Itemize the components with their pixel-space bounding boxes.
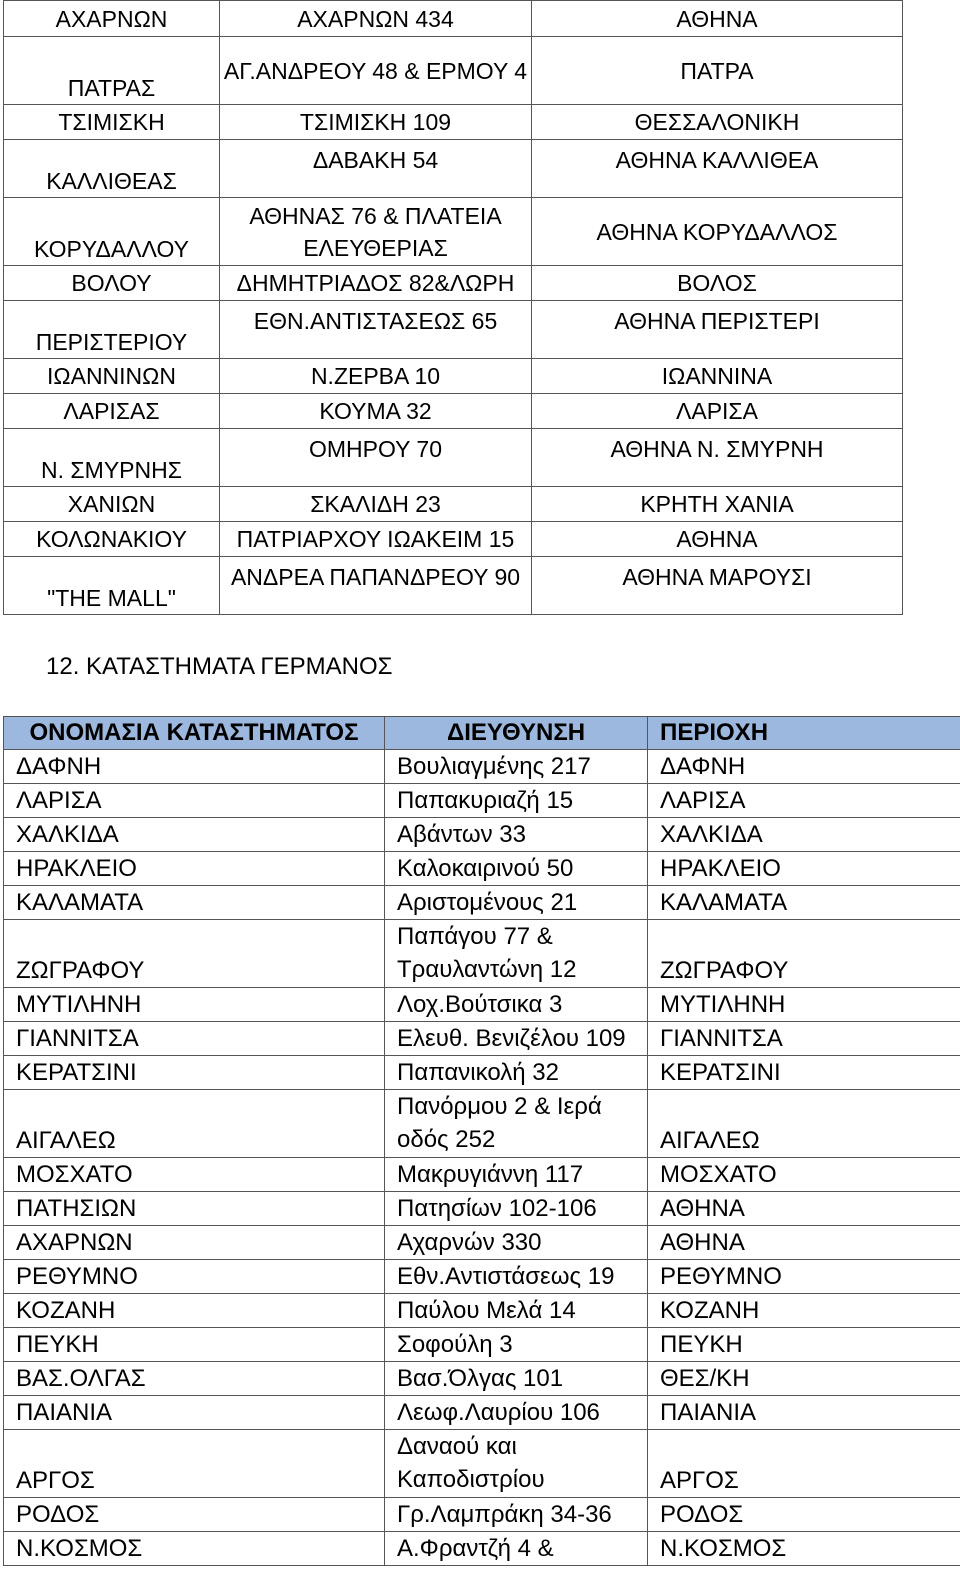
store-name-cell: ΛΑΡΙΣΑ — [4, 784, 385, 818]
store-area-cell: ΜΥΤΙΛΗΝΗ — [648, 988, 960, 1022]
store-address-cell: ΑΝΔΡΕΑ ΠΑΠΑΝΔΡΕΟΥ 90 — [220, 557, 532, 615]
store-area-cell: ΑΘΗΝΑ ΠΕΡΙΣΤΕΡΙ — [532, 301, 903, 359]
store-area-cell: ΠΑΙΑΝΙΑ — [648, 1396, 960, 1430]
store-address-cell: ΤΣΙΜΙΣΚΗ 109 — [220, 105, 532, 140]
store-name-cell: ΠΕΡΙΣΤΕΡΙΟΥ — [4, 301, 220, 359]
store-name-cell: ΛΑΡΙΣΑΣ — [4, 394, 220, 429]
store-address-cell: ΠΑΤΡΙΑΡΧΟΥ ΙΩΑΚΕΙΜ 15 — [220, 522, 532, 557]
store-address-cell: ΕΘΝ.ΑΝΤΙΣΤΑΣΕΩΣ 65 — [220, 301, 532, 359]
store-name-cell: ΡΕΘΥΜΝΟ — [4, 1260, 385, 1294]
store-address-cell: Βασ.Όλγας 101 — [385, 1362, 648, 1396]
table-row — [4, 1362, 960, 1396]
store-name-cell: ΡΟΔΟΣ — [4, 1498, 385, 1532]
table-row — [4, 1498, 960, 1532]
table-row — [4, 1532, 960, 1566]
store-area-cell: ΧΑΛΚΙΔΑ — [648, 818, 960, 852]
store-area-cell: ΚΑΛΑΜΑΤΑ — [648, 886, 960, 920]
store-name-cell: ΚΑΛΑΜΑΤΑ — [4, 886, 385, 920]
store-name-cell: ΚΟΖΑΝΗ — [4, 1294, 385, 1328]
store-name-cell: ΜΟΣΧΑΤΟ — [4, 1158, 385, 1192]
store-area-cell: ΑΘΗΝΑ Ν. ΣΜΥΡΝΗ — [532, 429, 903, 487]
store-area-cell: ΑΘΗΝΑ — [648, 1226, 960, 1260]
germanos-stores-table — [3, 716, 960, 1566]
store-name-cell: Ν.ΚΟΣΜΟΣ — [4, 1532, 385, 1566]
store-name-cell: ΔΑΦΝΗ — [4, 750, 385, 784]
store-address-cell: Ν.ΖΕΡΒΑ 10 — [220, 359, 532, 394]
store-area-cell: ΛΑΡΙΣΑ — [532, 394, 903, 429]
store-address-cell: Εθν.Αντιστάσεως 19 — [385, 1260, 648, 1294]
store-address-cell: Μακρυγιάννη 117 — [385, 1158, 648, 1192]
store-name-cell: ΖΩΓΡΑΦΟΥ — [4, 920, 385, 988]
table-row — [4, 37, 903, 105]
store-area-cell: ΚΟΖΑΝΗ — [648, 1294, 960, 1328]
table-row — [4, 1022, 960, 1056]
store-area-cell: ΒΟΛΟΣ — [532, 266, 903, 301]
store-address-cell: Παπακυριαζή 15 — [385, 784, 648, 818]
store-address-cell: Γρ.Λαμπράκη 34-36 — [385, 1498, 648, 1532]
store-address-cell: ΑΧΑΡΝΩΝ 434 — [220, 1, 532, 37]
table-row — [4, 1396, 960, 1430]
store-area-cell: ΜΟΣΧΑΤΟ — [648, 1158, 960, 1192]
store-area-cell: ΘΕΣ/ΚΗ — [648, 1362, 960, 1396]
table-row — [4, 1430, 960, 1498]
store-name-cell: ΒΑΣ.ΟΛΓΑΣ — [4, 1362, 385, 1396]
store-area-cell: ΛΑΡΙΣΑ — [648, 784, 960, 818]
table-row — [4, 487, 903, 522]
store-area-cell: ΚΕΡΑΤΣΙΝΙ — [648, 1056, 960, 1090]
store-address-cell: Σοφούλη 3 — [385, 1328, 648, 1362]
store-name-cell: ΤΣΙΜΙΣΚΗ — [4, 105, 220, 140]
store-name-cell: ΚΟΛΩΝΑΚΙΟΥ — [4, 522, 220, 557]
store-name-cell: "THE MALL" — [4, 557, 220, 615]
store-name-cell: ΙΩΑΝΝΙΝΩΝ — [4, 359, 220, 394]
table-row — [4, 1226, 960, 1260]
stores-table — [3, 0, 903, 615]
store-address-cell: ΟΜΗΡΟΥ 70 — [220, 429, 532, 487]
table-row — [4, 394, 903, 429]
table-row — [4, 266, 903, 301]
store-area-cell: ΑΘΗΝΑ ΜΑΡΟΥΣΙ — [532, 557, 903, 615]
store-address-cell: Παπανικολή 32 — [385, 1056, 648, 1090]
store-address-cell: Αριστομένους 21 — [385, 886, 648, 920]
table-row — [4, 750, 960, 784]
store-address-cell: ΑΘΗΝΑΣ 76 & ΠΛΑΤΕΙΑ ΕΛΕΥΘΕΡΙΑΣ — [220, 198, 532, 266]
store-area-cell: ΠΕΥΚΗ — [648, 1328, 960, 1362]
column-header-address: ΔΙΕΥΘΥΝΣΗ — [385, 717, 648, 750]
store-area-cell: ΓΙΑΝΝΙΤΣΑ — [648, 1022, 960, 1056]
table-row — [4, 1056, 960, 1090]
store-address-cell: Δαναού και Καποδιστρίου — [385, 1430, 648, 1498]
store-name-cell: ΚΑΛΛΙΘΕΑΣ — [4, 140, 220, 198]
store-name-cell: ΧΑΛΚΙΔΑ — [4, 818, 385, 852]
store-name-cell: ΜΥΤΙΛΗΝΗ — [4, 988, 385, 1022]
store-area-cell: ΑΘΗΝΑ — [648, 1192, 960, 1226]
table-row — [4, 1260, 960, 1294]
store-area-cell: ΑΘΗΝΑ — [532, 522, 903, 557]
table-row — [4, 852, 960, 886]
store-address-cell: Λοχ.Βούτσικα 3 — [385, 988, 648, 1022]
store-name-cell: ΧΑΝΙΩΝ — [4, 487, 220, 522]
store-area-cell: ΑΙΓΑΛΕΩ — [648, 1090, 960, 1158]
store-address-cell: Αβάντων 33 — [385, 818, 648, 852]
store-address-cell: Πανόρμου 2 & Ιερά οδός 252 — [385, 1090, 648, 1158]
store-area-cell: ΑΘΗΝΑ — [532, 1, 903, 37]
table-row — [4, 886, 960, 920]
store-name-cell: ΠΕΥΚΗ — [4, 1328, 385, 1362]
store-name-cell: ΠΑΙΑΝΙΑ — [4, 1396, 385, 1430]
store-area-cell: ΗΡΑΚΛΕΙΟ — [648, 852, 960, 886]
table-row — [4, 818, 960, 852]
store-name-cell: ΑΧΑΡΝΩΝ — [4, 1226, 385, 1260]
table-row — [4, 198, 903, 266]
table-row — [4, 557, 903, 615]
store-name-cell: ΓΙΑΝΝΙΤΣΑ — [4, 1022, 385, 1056]
store-address-cell: Αχαρνών 330 — [385, 1226, 648, 1260]
store-address-cell: Α.Φραντζή 4 & — [385, 1532, 648, 1566]
store-area-cell: ΖΩΓΡΑΦΟΥ — [648, 920, 960, 988]
store-address-cell: ΣΚΑΛΙΔΗ 23 — [220, 487, 532, 522]
store-address-cell: ΑΓ.ΑΝΔΡΕΟΥ 48 & ΕΡΜΟΥ 4 — [220, 37, 532, 105]
store-area-cell: ΑΘΗΝΑ ΚΑΛΛΙΘΕΑ — [532, 140, 903, 198]
store-area-cell: Ν.ΚΟΣΜΟΣ — [648, 1532, 960, 1566]
store-address-cell: ΔΑΒΑΚΗ 54 — [220, 140, 532, 198]
store-address-cell: ΔΗΜΗΤΡΙΑΔΟΣ 82&ΛΩΡΗ — [220, 266, 532, 301]
store-area-cell: ΑΡΓΟΣ — [648, 1430, 960, 1498]
store-address-cell: Καλοκαιρινού 50 — [385, 852, 648, 886]
store-name-cell: ΠΑΤΗΣΙΩΝ — [4, 1192, 385, 1226]
store-area-cell: ΠΑΤΡΑ — [532, 37, 903, 105]
table-row — [4, 429, 903, 487]
store-area-cell: ΡΕΘΥΜΝΟ — [648, 1260, 960, 1294]
store-name-cell: ΒΟΛΟΥ — [4, 266, 220, 301]
store-name-cell: ΑΡΓΟΣ — [4, 1430, 385, 1498]
table-row — [4, 1090, 960, 1158]
store-area-cell: ΡΟΔΟΣ — [648, 1498, 960, 1532]
table-row — [4, 1294, 960, 1328]
store-area-cell: ΑΘΗΝΑ ΚΟΡΥΔΑΛΛΟΣ — [532, 198, 903, 266]
store-address-cell: Λεωφ.Λαυρίου 106 — [385, 1396, 648, 1430]
table-row — [4, 1158, 960, 1192]
store-name-cell: ΑΧΑΡΝΩΝ — [4, 1, 220, 37]
table-row — [4, 784, 960, 818]
table-header-row — [4, 717, 960, 750]
store-area-cell: ΚΡΗΤΗ ΧΑΝΙΑ — [532, 487, 903, 522]
table-row — [4, 359, 903, 394]
store-name-cell: ΚΕΡΑΤΣΙΝΙ — [4, 1056, 385, 1090]
table-row — [4, 1, 903, 37]
store-address-cell: Παύλου Μελά 14 — [385, 1294, 648, 1328]
store-address-cell: Ελευθ. Βενιζέλου 109 — [385, 1022, 648, 1056]
store-area-cell: ΙΩΑΝΝΙΝΑ — [532, 359, 903, 394]
table-row — [4, 522, 903, 557]
store-name-cell: ΑΙΓΑΛΕΩ — [4, 1090, 385, 1158]
table-row — [4, 1328, 960, 1362]
store-name-cell: ΠΑΤΡΑΣ — [4, 37, 220, 105]
store-name-cell: ΚΟΡΥΔΑΛΛΟΥ — [4, 198, 220, 266]
column-header-name: ΟΝΟΜΑΣΙΑ ΚΑΤΑΣΤΗΜΑΤΟΣ — [4, 717, 385, 750]
table-row — [4, 1192, 960, 1226]
table-row — [4, 105, 903, 140]
table-row — [4, 988, 960, 1022]
store-address-cell: Πατησίων 102-106 — [385, 1192, 648, 1226]
store-name-cell: ΗΡΑΚΛΕΙΟ — [4, 852, 385, 886]
table-row — [4, 920, 960, 988]
store-address-cell: ΚΟΥΜΑ 32 — [220, 394, 532, 429]
store-address-cell: Παπάγου 77 & Τραυλαντώνη 12 — [385, 920, 648, 988]
section-title: 12. ΚΑΤΑΣΤΗΜΑΤΑ ΓΕΡΜΑΝΟΣ — [46, 653, 393, 680]
store-area-cell: ΔΑΦΝΗ — [648, 750, 960, 784]
table-row — [4, 301, 903, 359]
store-area-cell: ΘΕΣΣΑΛΟΝΙΚΗ — [532, 105, 903, 140]
column-header-area: ΠΕΡΙΟΧΗ — [648, 717, 960, 750]
table-row — [4, 140, 903, 198]
store-name-cell: Ν. ΣΜΥΡΝΗΣ — [4, 429, 220, 487]
store-address-cell: Βουλιαγμένης 217 — [385, 750, 648, 784]
